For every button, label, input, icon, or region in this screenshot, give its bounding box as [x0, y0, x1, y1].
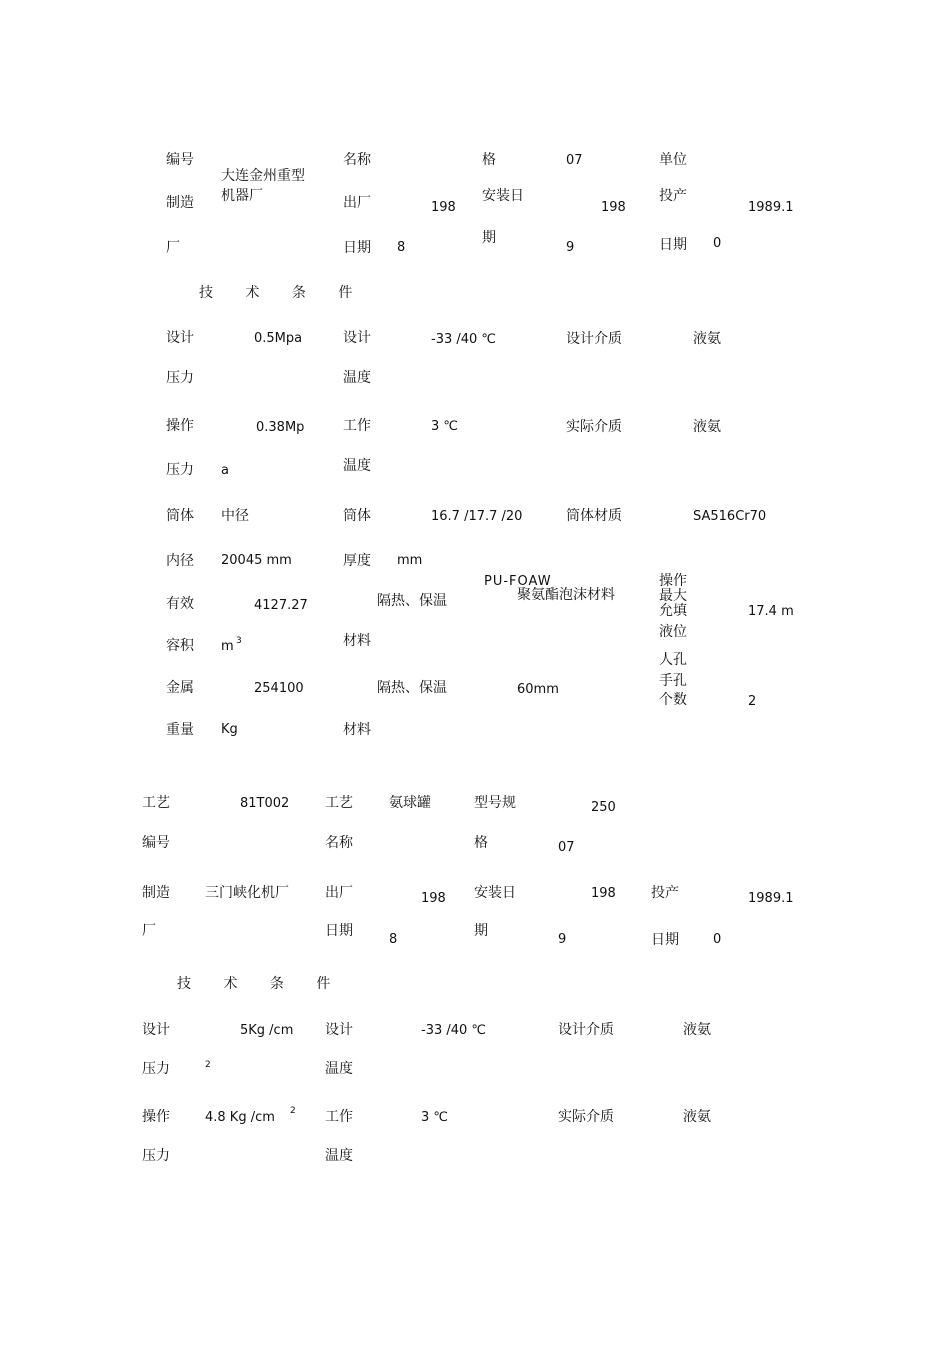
- r1-insulation2-value: 60mm: [517, 682, 559, 697]
- r1-maker-label: 制造: [166, 195, 194, 211]
- r1-shell-thickness-label-2: 厚度: [343, 553, 371, 569]
- r1-section-title: 技 术 条 件: [199, 285, 367, 301]
- r1-date-out-value-2: 8: [397, 240, 406, 255]
- r1-commission-value-2: 0: [713, 236, 722, 251]
- r1-op-pressure-value-2: a: [221, 463, 229, 478]
- r1-volume-unit-sup: 3: [236, 636, 242, 646]
- r1-level-value: 17.4 m: [748, 604, 794, 619]
- r1-op-pressure-value: 0.38Mp: [256, 420, 305, 435]
- r2-code-label: 工艺: [142, 795, 170, 811]
- r1-work-temp-value: 3 ℃: [431, 419, 459, 434]
- r1-shell-id-label: 筒体: [166, 508, 194, 524]
- r1-insulation2-label: 隔热、保温: [377, 680, 447, 696]
- r1-level-label-2: 最大: [659, 588, 687, 604]
- r1-design-medium-label: 设计介质: [566, 331, 622, 347]
- r2-install-value: 198: [591, 886, 616, 901]
- r1-design-pressure-label-2: 压力: [166, 370, 194, 386]
- r1-number-label: 编号: [166, 152, 194, 168]
- r1-shell-thickness-value: 16.7 /17.7 /20: [431, 509, 523, 524]
- r1-design-temp-label-2: 温度: [343, 370, 371, 386]
- r1-weight-label: 金属: [166, 680, 194, 696]
- r1-weight-label-2: 重量: [166, 722, 194, 738]
- r1-design-pressure-value: 0.5Mpa: [254, 331, 303, 346]
- r1-op-pressure-label-2: 压力: [166, 462, 194, 478]
- r1-insulation-value: PU-FOAW: [484, 574, 552, 589]
- r2-maker-value: 三门峡化机厂: [205, 885, 289, 901]
- r2-maker-label: 制造: [142, 885, 170, 901]
- r1-shell-material-value: SA516Cr70: [693, 509, 767, 524]
- r2-actual-medium-value: 液氨: [683, 1109, 711, 1125]
- r2-maker-label-2: 厂: [142, 923, 156, 939]
- r1-volume-unit: m: [221, 639, 234, 654]
- r1-date-out-value: 198: [431, 200, 456, 215]
- r2-commission-value: 1989.1: [748, 891, 794, 906]
- r1-insulation-value-2: 聚氨酯泡沫材料: [517, 587, 615, 603]
- r1-shell-thickness-label: 筒体: [343, 508, 371, 524]
- r1-shell-thickness-unit: mm: [397, 553, 423, 568]
- r2-install-label-2: 期: [474, 923, 488, 939]
- r1-design-pressure-label: 设计: [166, 330, 194, 346]
- r1-weight-unit: Kg: [221, 722, 238, 737]
- r1-shell-id-label-2: 内径: [166, 553, 194, 569]
- r1-commission-label: 投产: [659, 188, 687, 204]
- r2-model-value-2: 07: [558, 840, 575, 855]
- r2-design-temp-label-2: 温度: [325, 1061, 353, 1077]
- r1-level-label: 操作: [659, 573, 687, 589]
- r2-date-out-label: 出厂: [325, 885, 353, 901]
- r1-op-pressure-label: 操作: [166, 418, 194, 434]
- r1-unit-label: 单位: [659, 152, 687, 168]
- r1-work-temp-label-2: 温度: [343, 458, 371, 474]
- r2-install-value-2: 9: [558, 932, 567, 947]
- r1-design-temp-label: 设计: [343, 330, 371, 346]
- r1-maker-value-2: 机器厂: [221, 188, 263, 204]
- r1-insulation2-label-2: 材料: [343, 722, 371, 738]
- r1-volume-value: 4127.27: [254, 598, 308, 613]
- r1-insulation-label: 隔热、保温: [377, 593, 447, 609]
- r1-commission-value: 1989.1: [748, 200, 794, 215]
- r2-design-pressure-sup: 2: [205, 1060, 211, 1070]
- r2-model-label-2: 格: [474, 835, 488, 851]
- r2-op-pressure-sup: 2: [290, 1106, 296, 1116]
- r1-design-medium-value: 液氨: [693, 331, 721, 347]
- r2-work-temp-label-2: 温度: [325, 1148, 353, 1164]
- r2-commission-value-2: 0: [713, 932, 722, 947]
- r2-design-medium-label: 设计介质: [558, 1022, 614, 1038]
- r1-actual-medium-value: 液氨: [693, 419, 721, 435]
- r1-spec-value: 07: [566, 153, 583, 168]
- r1-date-out-label-2: 日期: [343, 240, 371, 256]
- r1-actual-medium-label: 实际介质: [566, 419, 622, 435]
- r1-install-value: 198: [601, 200, 626, 215]
- r1-design-temp-value: -33 /40 ℃: [431, 332, 497, 347]
- r1-work-temp-label: 工作: [343, 418, 371, 434]
- r2-code-label-2: 编号: [142, 835, 170, 851]
- r1-weight-value: 254100: [254, 681, 304, 696]
- r1-manhole-label: 人孔: [659, 652, 687, 668]
- r2-op-pressure-value: 4.8 Kg /cm: [205, 1110, 275, 1125]
- r2-work-temp-value: 3 ℃: [421, 1110, 449, 1125]
- r2-design-temp-value: -33 /40 ℃: [421, 1023, 487, 1038]
- r2-design-pressure-value: 5Kg /cm: [240, 1023, 294, 1038]
- r2-date-out-value-2: 8: [389, 932, 398, 947]
- r1-commission-label-2: 日期: [659, 237, 687, 253]
- r2-name-label-2: 名称: [325, 835, 353, 851]
- r2-work-temp-label: 工作: [325, 1109, 353, 1125]
- r2-commission-label: 投产: [651, 885, 679, 901]
- r1-insulation-label-2: 材料: [343, 633, 371, 649]
- r1-install-value-2: 9: [566, 240, 575, 255]
- r2-design-medium-value: 液氨: [683, 1022, 711, 1038]
- r1-install-label: 安装日: [482, 188, 524, 204]
- r1-name-label: 名称: [343, 152, 371, 168]
- r1-spec-label: 格: [482, 152, 496, 168]
- r1-level-label-3: 允填: [659, 603, 687, 619]
- r1-manhole-value: 2: [748, 694, 757, 709]
- r2-date-out-label-2: 日期: [325, 923, 353, 939]
- r2-actual-medium-label: 实际介质: [558, 1109, 614, 1125]
- r1-maker-label-2: 厂: [166, 240, 180, 256]
- r1-shell-material-label: 筒体材质: [566, 508, 622, 524]
- r1-volume-label-2: 容积: [166, 638, 194, 654]
- r1-level-label-4: 液位: [659, 624, 687, 640]
- r1-shell-id-value-2: 20045 mm: [221, 553, 292, 568]
- r2-design-pressure-label-2: 压力: [142, 1061, 170, 1077]
- r2-op-pressure-label: 操作: [142, 1109, 170, 1125]
- r2-commission-label-2: 日期: [651, 932, 679, 948]
- r2-name-label: 工艺: [325, 795, 353, 811]
- r2-date-out-value: 198: [421, 891, 446, 906]
- r1-date-out-label: 出厂: [343, 195, 371, 211]
- r2-design-temp-label: 设计: [325, 1022, 353, 1038]
- r2-op-pressure-label-2: 压力: [142, 1148, 170, 1164]
- r2-section-title: 技 术 条 件: [177, 976, 345, 992]
- r1-shell-id-value: 中径: [221, 508, 249, 524]
- r2-model-label: 型号规: [474, 795, 516, 811]
- r1-manhole-label-2: 手孔: [659, 673, 687, 689]
- r2-install-label: 安装日: [474, 885, 516, 901]
- r1-install-label-2: 期: [482, 230, 496, 246]
- r1-manhole-label-3: 个数: [659, 692, 687, 708]
- r1-volume-label: 有效: [166, 596, 194, 612]
- r2-code-value: 81T002: [240, 796, 290, 811]
- r2-model-value: 250: [591, 800, 616, 815]
- r1-maker-value: 大连金州重型: [221, 168, 305, 184]
- r2-design-pressure-label: 设计: [142, 1022, 170, 1038]
- r2-name-value: 氨球罐: [389, 795, 431, 811]
